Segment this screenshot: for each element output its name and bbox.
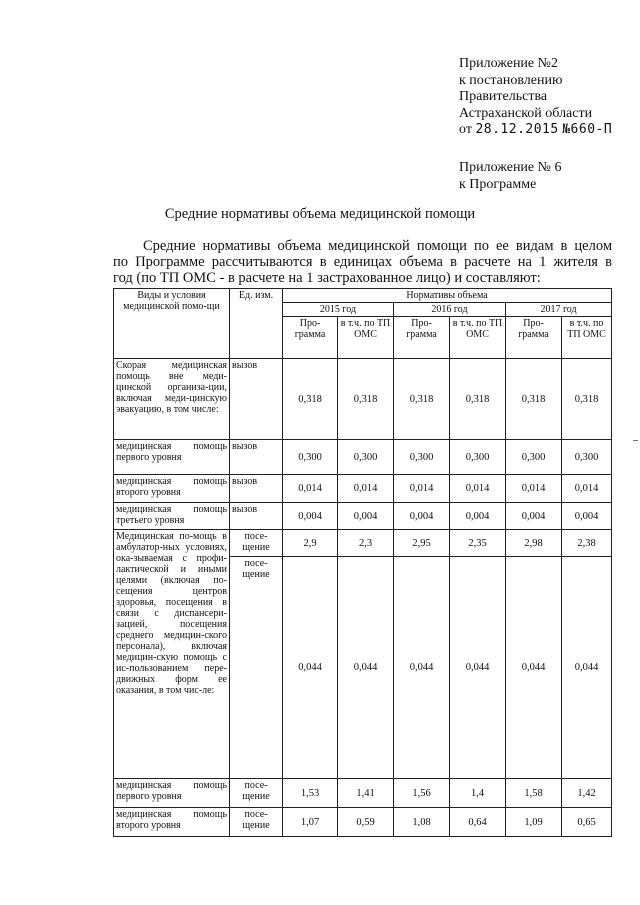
scan-mark: [633, 440, 638, 441]
row-unit: посе-щение: [230, 530, 283, 557]
value-cell: 0,014: [562, 475, 612, 503]
header-program: Про-грамма: [506, 317, 562, 359]
value-cell: 0,59: [338, 808, 394, 837]
row-unit: посе-щение: [230, 808, 283, 837]
value-cell: 0,300: [450, 440, 506, 475]
value-cell: 2,95: [394, 530, 450, 557]
header-types: Виды и условия медицинской помо-щи: [114, 289, 230, 359]
handwritten-date: 28.12.2015: [475, 122, 559, 137]
value-cell: 0,004: [338, 503, 394, 530]
appendix-date-line: [459, 122, 612, 139]
value-cell: 0,044: [283, 557, 338, 779]
header-program: Про-грамма: [394, 317, 450, 359]
row-name: медицинская помощь третьего уровня: [114, 503, 230, 530]
value-cell: 2,3: [338, 530, 394, 557]
row-unit: вызов: [230, 475, 283, 503]
value-cell: 1,42: [562, 779, 612, 808]
header-oms: в т.ч. по ТП ОМС: [338, 317, 394, 359]
row-name: медицинская помощь первого уровня: [114, 779, 230, 808]
value-cell: 1,4: [450, 779, 506, 808]
header-norms: Нормативы объема: [283, 289, 612, 303]
value-cell: 1,08: [394, 808, 450, 837]
appendix-header: [459, 56, 612, 139]
value-cell: 1,58: [506, 779, 562, 808]
value-cell: 0,014: [394, 475, 450, 503]
appendix-line: к постановлению: [459, 72, 563, 88]
header-year: 2017 год: [506, 303, 612, 317]
row-unit: вызов: [230, 359, 283, 440]
row-name: медицинская помощь второго уровня: [114, 475, 230, 503]
value-cell: 0,318: [506, 359, 562, 440]
table-row: [114, 440, 612, 475]
value-cell: 1,07: [283, 808, 338, 837]
value-cell: 0,300: [394, 440, 450, 475]
value-cell: 2,35: [450, 530, 506, 557]
paragraph-line: по Программе рассчитываются в единицах объема в расчете на 1 жителя в: [113, 254, 612, 270]
value-cell: 0,004: [394, 503, 450, 530]
value-cell: 0,044: [506, 557, 562, 779]
value-cell: 2,9: [283, 530, 338, 557]
value-cell: 1,09: [506, 808, 562, 837]
table-row: [114, 359, 612, 440]
value-cell: 1,53: [283, 779, 338, 808]
value-cell: 0,318: [450, 359, 506, 440]
value-cell: 0,64: [450, 808, 506, 837]
value-cell: 0,318: [562, 359, 612, 440]
value-cell: 0,044: [450, 557, 506, 779]
row-unit: посе-щение: [230, 779, 283, 808]
value-cell: 0,044: [338, 557, 394, 779]
value-cell: 0,004: [506, 503, 562, 530]
row-unit: посе-щение: [230, 557, 283, 779]
appendix-program-header: [459, 160, 562, 193]
value-cell: 0,004: [562, 503, 612, 530]
appendix-line: Астраханской области: [459, 105, 593, 121]
table-row: [114, 808, 612, 837]
value-cell: 0,300: [562, 440, 612, 475]
header-oms: в т.ч. по ТП ОМС: [562, 317, 612, 359]
handwritten-number: №660-П: [562, 122, 613, 137]
value-cell: 0,65: [562, 808, 612, 837]
value-cell: 0,014: [506, 475, 562, 503]
table-row: [114, 475, 612, 503]
header-program: Про-грамма: [283, 317, 338, 359]
table-row: [114, 779, 612, 808]
value-cell: 0,300: [283, 440, 338, 475]
value-cell: 0,044: [562, 557, 612, 779]
appendix-line: к Программе: [459, 176, 537, 192]
document-title: Средние нормативы объема медицинской помощи: [164, 206, 476, 222]
appendix-line: Приложение №2: [459, 56, 558, 71]
value-cell: 0,300: [338, 440, 394, 475]
norms-table: [113, 288, 612, 837]
value-cell: 0,044: [394, 557, 450, 779]
value-cell: 2,38: [562, 530, 612, 557]
paragraph-line: год (по ТП ОМС - в расчете на 1 застрахованное лицо) и составляют:: [113, 270, 541, 286]
header-year: 2016 год: [394, 303, 506, 317]
value-cell: 2,98: [506, 530, 562, 557]
appendix-line: Правительства: [459, 89, 548, 104]
value-cell: 0,014: [338, 475, 394, 503]
row-name: Скорая медицинская помощь вне меди-цинской организа-ции, включая меди-цинскую эвакуацию, в том числе:: [114, 359, 230, 440]
row-name: медицинская помощь первого уровня: [114, 440, 230, 475]
row-unit: вызов: [230, 503, 283, 530]
date-prefix: от: [459, 122, 472, 137]
row-name: Медицинская по-мощь в амбулатор-ных условиях, ока-зываемая с профи-лактической и иными целями (включая по-сещения центров здоровья, посещения в связи с диспансери-зацией, посещения среднего медицин-ского персонала), включая медицин-скую помощь с ис-пользованием пере-движных форм ее оказания, в том чис-ле:: [114, 530, 230, 779]
intro-paragraph: [113, 238, 612, 286]
value-cell: 0,004: [283, 503, 338, 530]
row-name: медицинская помощь второго уровня: [114, 808, 230, 837]
appendix-line: Приложение № 6: [459, 160, 562, 175]
value-cell: 0,318: [394, 359, 450, 440]
value-cell: 0,318: [283, 359, 338, 440]
table-row: [114, 530, 612, 557]
value-cell: 1,56: [394, 779, 450, 808]
row-unit: вызов: [230, 440, 283, 475]
value-cell: 0,300: [506, 440, 562, 475]
header-oms: в т.ч. по ТП ОМС: [450, 317, 506, 359]
value-cell: 0,004: [450, 503, 506, 530]
value-cell: 0,014: [450, 475, 506, 503]
value-cell: 1,41: [338, 779, 394, 808]
header-year: 2015 год: [283, 303, 394, 317]
table-row: [114, 503, 612, 530]
value-cell: 0,318: [338, 359, 394, 440]
paragraph-line: Средние нормативы объема медицинской помощи по ее видам в целом: [143, 238, 612, 254]
header-unit: Ед. изм.: [230, 289, 283, 359]
value-cell: 0,014: [283, 475, 338, 503]
